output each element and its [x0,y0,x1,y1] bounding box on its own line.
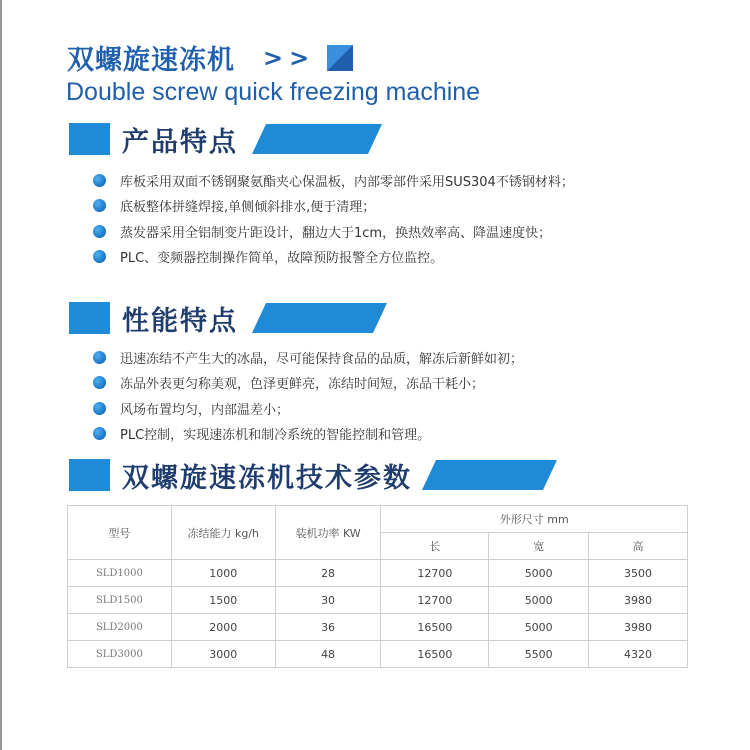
section-header-performance [69,302,387,337]
list-item: PLC、变频器控制操作简单，故障预防报警全方位监控。 [93,244,574,269]
header-height: 高 [589,533,688,560]
section-header-specs [69,459,557,494]
section-title: 产品特点 [122,126,238,158]
list-item: 迅速冻结不产生大的冰晶，尽可能保持食品的品质，解冻后新鲜如初； [93,345,523,370]
cell-model: SLD1500 [68,587,172,614]
header-dimensions: 外形尺寸 mm [381,506,688,533]
cell-power: 30 [275,587,381,614]
cell-power: 28 [275,560,381,587]
bullet-dot-icon [93,351,106,364]
page-left-border [0,0,2,750]
cell-length: 12700 [381,587,489,614]
double-chevron-icon: >> [263,43,316,72]
list-item: 底板整体拼缝焊接,单侧倾斜排水,便于清理； [93,193,574,218]
section-stripe-icon [252,124,382,154]
bullet-dot-icon [93,402,106,415]
header-width: 宽 [489,533,589,560]
bullet-dot-icon [93,199,106,212]
section-stripe-icon [422,460,557,490]
bullet-dot-icon [93,376,106,389]
table-row [68,560,688,587]
list-item: 库板采用双面不锈钢聚氨酯夹心保温板，内部零部件采用SUS304不锈钢材料； [93,168,574,193]
section-title: 双螺旋速冻机技术参数 [122,462,412,494]
table-row [68,587,688,614]
page-title [67,38,353,77]
cell-capacity: 1000 [171,560,275,587]
bullet-dot-icon [93,225,106,238]
table-row [68,614,688,641]
performance-list [93,345,523,446]
cell-power: 36 [275,614,381,641]
section-title: 性能特点 [122,305,238,337]
cell-power: 48 [275,641,381,668]
section-block-icon [69,123,110,155]
cell-length: 16500 [381,641,489,668]
cell-model: SLD2000 [68,614,172,641]
section-header-features [69,123,382,158]
cell-model: SLD1000 [68,560,172,587]
cell-model: SLD3000 [68,641,172,668]
cell-height: 3980 [589,587,688,614]
cell-capacity: 3000 [171,641,275,668]
list-item: 冻品外表更匀称美观，色泽更鲜亮，冻结时间短，冻品干耗小； [93,370,523,395]
list-item: PLC控制，实现速冻机和制冷系统的智能控制和管理。 [93,421,523,446]
page-subtitle: Double screw quick freezing machine [66,78,481,106]
bullet-dot-icon [93,250,106,263]
page-title-text: 双螺旋速冻机 [67,45,235,76]
section-block-icon [69,459,110,491]
cell-height: 3980 [589,614,688,641]
cell-height: 3500 [589,560,688,587]
cell-height: 4320 [589,641,688,668]
cell-width: 5000 [489,587,589,614]
cell-capacity: 2000 [171,614,275,641]
list-item: 蒸发器采用全铝制变片距设计，翻边大于1cm，换热效率高、降温速度快； [93,219,574,244]
cell-width: 5500 [489,641,589,668]
section-stripe-icon [252,303,387,333]
spec-table [67,505,688,668]
list-item: 风场布置均匀，内部温差小； [93,396,523,421]
bullet-dot-icon [93,174,106,187]
section-block-icon [69,302,110,334]
header-length: 长 [381,533,489,560]
cell-width: 5000 [489,614,589,641]
header-model: 型号 [68,506,172,560]
header-capacity: 冻结能力 kg/h [171,506,275,560]
blue-square-icon [327,45,353,71]
cell-width: 5000 [489,560,589,587]
table-row [68,641,688,668]
cell-capacity: 1500 [171,587,275,614]
cell-length: 16500 [381,614,489,641]
cell-length: 12700 [381,560,489,587]
bullet-dot-icon [93,427,106,440]
features-list [93,168,574,269]
header-power: 装机功率 KW [275,506,381,560]
